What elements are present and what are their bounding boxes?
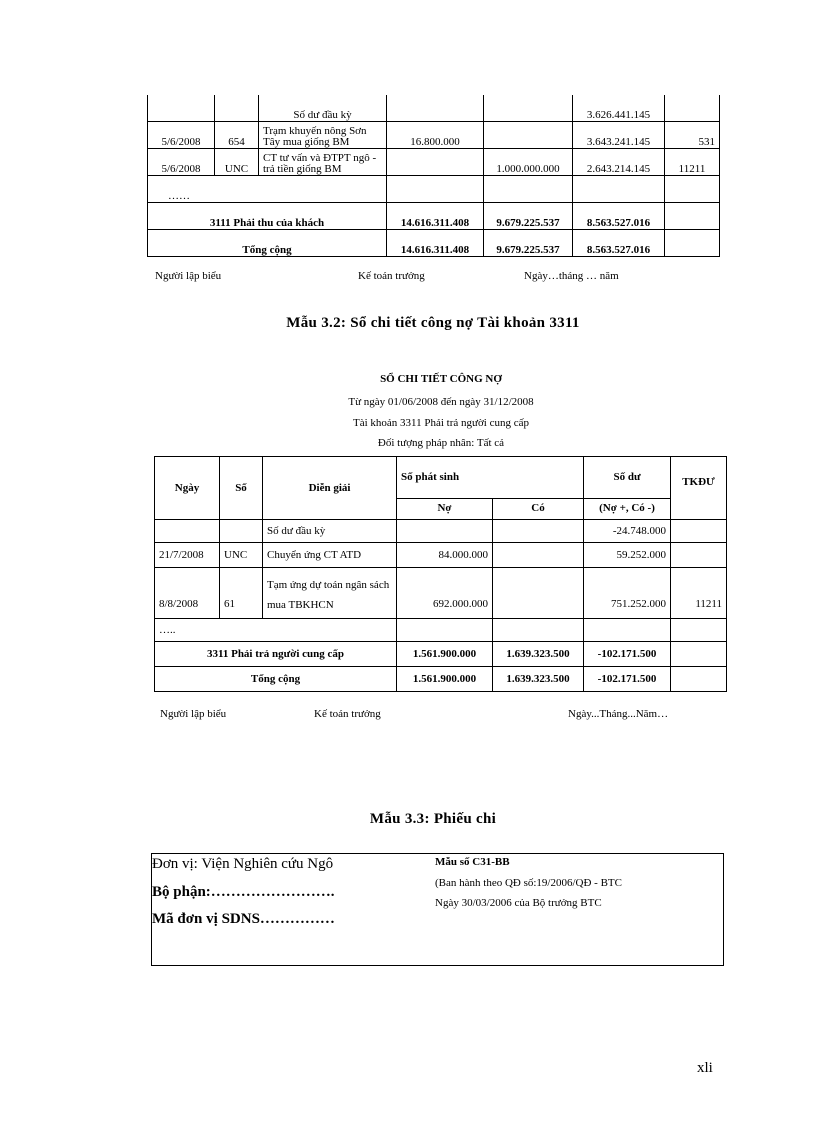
voucher-issued: (Ban hành theo QĐ số:19/2006/QĐ - BTC: [435, 877, 622, 889]
chief-accountant-label-1: Kế toán trưởng: [358, 270, 425, 282]
table-row: …..: [155, 619, 727, 642]
col-credit: Có: [493, 498, 584, 519]
voucher-dept: Bộ phận:…………………….: [152, 884, 335, 900]
table-row: 21/7/2008 UNC Chuyển ứng CT ATD 84.000.000 59.252.000: [155, 543, 727, 568]
voucher-issued-date: Ngày 30/03/2006 của Bộ trưởng BTC: [435, 897, 602, 909]
table-row: Số dư đầu kỳ 3.626.441.145: [148, 95, 720, 122]
total-row: Tổng cộng 1.561.900.000 1.639.323.500 -102.171.500: [155, 667, 727, 692]
voucher-sdns-code: Mã đơn vị SDNS……………: [152, 911, 335, 927]
col-no: Số: [220, 457, 263, 520]
col-acc: TKĐƯ: [671, 457, 727, 520]
date-line-2: Ngày...Tháng...Năm…: [568, 708, 669, 720]
col-balance-note: (Nợ +, Có -): [584, 498, 671, 519]
date-line-1: Ngày…tháng … năm: [524, 270, 619, 282]
col-arising: Số phát sinh: [397, 457, 584, 499]
ledger-entity: Đối tượng pháp nhân: Tất cả: [377, 437, 505, 449]
ledger-3311-table: [154, 456, 727, 692]
preparer-label-1: Người lập biểu: [155, 270, 222, 282]
col-debit: Nợ: [397, 498, 493, 519]
subtotal-row: 3111 Phải thu của khách 14.616.311.408 9.679.225.537 8.563.527.016: [148, 203, 720, 230]
ledger-3111-table: [147, 95, 720, 257]
table-row: 5/6/2008 UNC CT tư vấn và ĐTPT ngô - trả tiền giống BM 1.000.000.000 2.643.214.145 11211: [148, 149, 720, 176]
subtotal-row: 3311 Phải trả người cung cấp 1.561.900.000 1.639.323.500 -102.171.500: [155, 642, 727, 667]
voucher-header-box: [151, 853, 724, 966]
ledger-account: Tài khoản 3311 Phải trả người cung cấp: [352, 417, 530, 429]
col-balance: Số dư: [584, 457, 671, 499]
caption-mau-3-2: Mẫu 3.2: Sổ chi tiết công nợ Tài khoản 3311: [286, 315, 580, 331]
table-row: 5/6/2008 654 Trạm khuyến nông Sơn Tây mua giống BM 16.800.000 3.643.241.145 531: [148, 122, 720, 149]
table-row: 8/8/2008 61 Tạm ứng dự toán ngân sách mua TBKHCN 692.000.000 751.252.000 11211: [155, 568, 727, 619]
col-date: Ngày: [155, 457, 220, 520]
ledger-period: Từ ngày 01/06/2008 đến ngày 31/12/2008: [348, 396, 534, 408]
page-number: xli: [697, 1060, 713, 1076]
voucher-form-no: Mẫu số C31-BB: [435, 856, 510, 868]
header-row: [155, 457, 727, 499]
ledger-title: SỔ CHI TIẾT CÔNG NỢ: [380, 373, 502, 385]
chief-accountant-label-2: Kế toán trưởng: [314, 708, 381, 720]
table-row: ……: [148, 176, 720, 203]
col-desc: Diễn giải: [263, 457, 397, 520]
preparer-label-2: Người lập biểu: [160, 708, 227, 720]
table-row: Số dư đầu kỳ -24.748.000: [155, 520, 727, 543]
total-row: Tổng cộng 14.616.311.408 9.679.225.537 8.563.527.016: [148, 230, 720, 257]
voucher-unit: Đơn vị: Viện Nghiên cứu Ngô: [152, 856, 334, 872]
caption-mau-3-3: Mẫu 3.3: Phiếu chi: [369, 811, 497, 827]
